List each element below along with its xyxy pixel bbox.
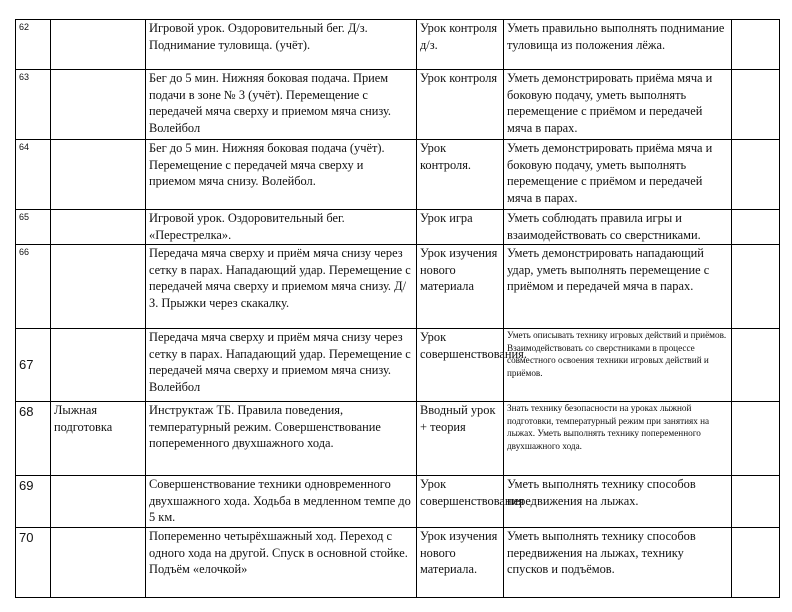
section-cell <box>51 528 146 598</box>
expected-skills: Уметь демонстрировать нападающий удар, уметь выполнять перемещение с приёмом и передачей мяча в парах. <box>504 245 732 329</box>
expected-skills: Уметь демонстрировать приёма мяча и боковую подачу, уметь выполнять перемещение с приёмом и передачей мяча в парах. <box>504 70 732 140</box>
lesson-topic: Передача мяча сверху и приём мяча снизу через сетку в парах. Нападающий удар. Перемещение с передачей мяча сверху и приемом мяча снизу. Волейбол <box>146 329 417 402</box>
lesson-number: 67 <box>16 329 51 402</box>
lesson-type: Вводный урок + теория <box>417 402 504 476</box>
table-row <box>16 210 780 245</box>
lesson-number: 66 <box>16 245 51 329</box>
lesson-number: 62 <box>16 20 51 70</box>
lesson-type: Урок совершенствования. <box>417 329 504 402</box>
table-row <box>16 528 780 598</box>
section-cell <box>51 140 146 210</box>
empty-cell <box>732 528 780 598</box>
expected-skills: Уметь выполнять технику способов передвижения на лыжах. <box>504 476 732 528</box>
table-row <box>16 140 780 210</box>
lesson-type: Урок изучения нового материала. <box>417 528 504 598</box>
lesson-topic: Передача мяча сверху и приём мяча снизу через сетку в парах. Нападающий удар. Перемещение с передачей мяча сверху и приемом мяча снизу. Д/З. Прыжки через скакалку. <box>146 245 417 329</box>
section-cell <box>51 329 146 402</box>
expected-skills: Уметь демонстрировать приёма мяча и боковую подачу, уметь выполнять перемещение с приёмом и передачей мяча в парах. <box>504 140 732 210</box>
table-row <box>16 245 780 329</box>
section-cell <box>51 476 146 528</box>
table-row <box>16 70 780 140</box>
lesson-type: Урок контроля д/з. <box>417 20 504 70</box>
lesson-type: Урок контроля <box>417 70 504 140</box>
expected-skills: Уметь выполнять технику способов передвижения на лыжах, технику спусков и подъёмов. <box>504 528 732 598</box>
lesson-topic: Игровой урок. Оздоровительный бег. «Перестрелка». <box>146 210 417 245</box>
expected-skills: Уметь соблюдать правила игры и взаимодействовать со сверстниками. <box>504 210 732 245</box>
table-row <box>16 329 780 402</box>
empty-cell <box>732 329 780 402</box>
table-row <box>16 402 780 476</box>
empty-cell <box>732 245 780 329</box>
table-row <box>16 20 780 70</box>
expected-skills: Знать технику безопасности на уроках лыжной подготовки, температурный режим при занятиях на лыжах. Уметь выполнять технику попеременного двухшажного хода. <box>504 402 732 476</box>
section-cell: Лыжная подготовка <box>51 402 146 476</box>
lesson-topic: Бег до 5 мин. Нижняя боковая подача. Прием подачи в зоне № 3 (учёт). Перемещение с передачей мяча сверху и приемом мяча снизу. Волейбол <box>146 70 417 140</box>
empty-cell <box>732 210 780 245</box>
lesson-topic: Инструктаж ТБ. Правила поведения, температурный режим. Совершенствование попеременного двухшажного хода. <box>146 402 417 476</box>
lesson-type: Урок контроля. <box>417 140 504 210</box>
expected-skills: Уметь описывать технику игровых действий и приёмов. Взаимодействовать со сверстниками в процессе совместного освоения техники игровых действий и приёмов. <box>504 329 732 402</box>
section-cell <box>51 70 146 140</box>
lesson-type: Урок совершенствования <box>417 476 504 528</box>
lesson-topic: Попеременно четырёхшажный ход. Переход с одного хода на другой. Спуск в основной стойке. Подъём «елочкой» <box>146 528 417 598</box>
section-cell <box>51 20 146 70</box>
lesson-topic: Игровой урок. Оздоровительный бег. Д/з. Поднимание туловища. (учёт). <box>146 20 417 70</box>
lesson-type: Урок игра <box>417 210 504 245</box>
table-row <box>16 476 780 528</box>
lesson-number: 63 <box>16 70 51 140</box>
lesson-topic: Совершенствование техники одновременного двухшажного хода. Ходьба в медленном темпе до 5 км. <box>146 476 417 528</box>
lesson-number: 69 <box>16 476 51 528</box>
lesson-number: 65 <box>16 210 51 245</box>
lesson-topic: Бег до 5 мин. Нижняя боковая подача (учёт). Перемещение с передачей мяча сверху и приемом мяча снизу. Волейбол. <box>146 140 417 210</box>
empty-cell <box>732 20 780 70</box>
section-cell <box>51 245 146 329</box>
empty-cell <box>732 70 780 140</box>
lesson-plan-table <box>15 19 780 598</box>
empty-cell <box>732 402 780 476</box>
empty-cell <box>732 476 780 528</box>
lesson-plan-table-wrapper <box>15 19 779 598</box>
lesson-number: 68 <box>16 402 51 476</box>
lesson-type: Урок изучения нового материала <box>417 245 504 329</box>
expected-skills: Уметь правильно выполнять поднимание туловища из положения лёжа. <box>504 20 732 70</box>
lesson-number: 64 <box>16 140 51 210</box>
section-cell <box>51 210 146 245</box>
lesson-number: 70 <box>16 528 51 598</box>
empty-cell <box>732 140 780 210</box>
